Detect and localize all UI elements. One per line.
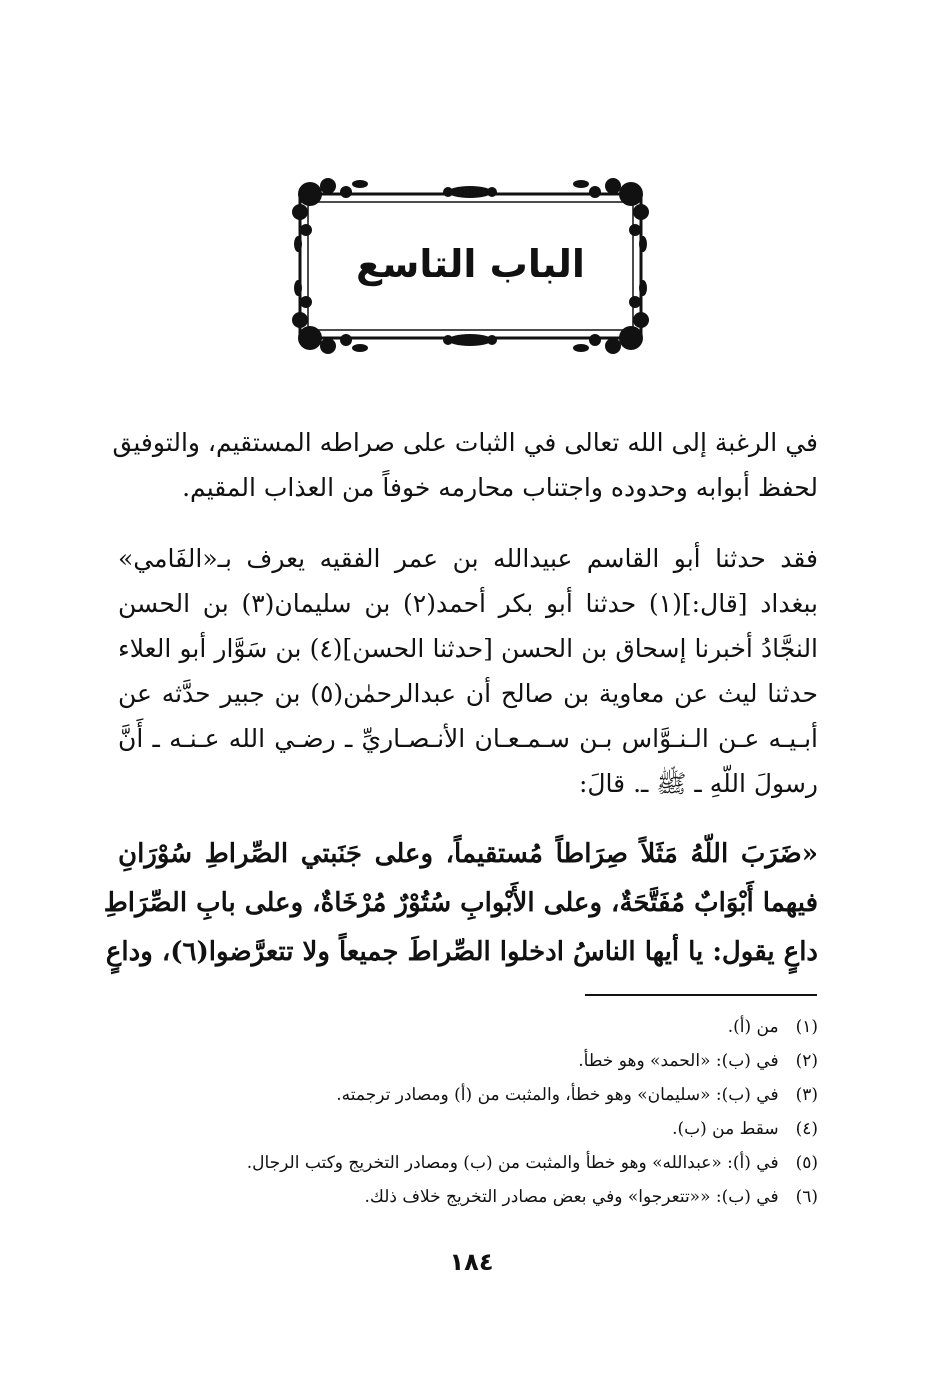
footnote-item [118,1112,818,1146]
footnote-item [118,1146,818,1180]
footnote-number: (١) [795,1017,818,1037]
footnote-text: سقط من (ب). [672,1119,779,1139]
text-line: «ضَرَبَ اللّهُ مَثَلاً صِرَاطاً مُستقيماً، وعلى جَنَبتي الصِّراطِ سُوْرَانِ [118,839,818,869]
text-line: ببغداد [قال:](١) حدثنا أبو بكر أحمد(٢) بن سليمان(٣) بن الحسن [118,589,819,618]
text-line: داعٍ يقول: يا أيها الناسُ ادخلوا الصِّراطَ جميعاً ولا تتعرَّضوا(٦)، وداعٍ [105,937,818,967]
footnote-text: في (ب): «سليمان» وهو خطأ، والمثبت من (أ) ومصادر ترجمته. [336,1085,779,1105]
text-line: النجَّادُ أخبرنا إسحاق بن الحسن [حدثنا الحسن](٤) بن سَوَّار أبو العلاء [118,634,819,663]
chapter-intro-paragraph [112,420,818,510]
footnote-item [118,1010,818,1044]
text-line: أبـيـه عـن الـنـوَّاس بـن سـمـعـان الأنـصـاريِّ ـ رضـي الله عـنـه ـ أَنَّ [118,724,818,753]
footnotes-list [118,1010,818,1214]
footnote-text: في (أ): «عبدالله» وهو خطأ والمثبت من (ب) ومصادر التخريج وكتب الرجال. [246,1153,779,1173]
footnote-number: (٢) [795,1051,818,1071]
footnote-text: في (ب): «الحمد» وهو خطأ. [578,1051,779,1071]
page-number: ١٨٤ [449,1248,494,1276]
hadith-text-paragraph [103,830,818,977]
text-line: رسولَ اللّهِ ـ ﷺ ـ. قالَ: [578,769,818,798]
footnote-divider [585,994,817,996]
text-line: فقد حدثنا أبو القاسم عبيدالله بن عمر الفقيه يعرف بـ«الفَامي» [118,544,818,573]
footnote-number: (٦) [795,1187,818,1207]
footnote-item [118,1180,818,1214]
footnote-item [118,1078,818,1112]
text-line: في الرغبة إلى الله تعالى في الثبات على صراطه المستقيم، والتوفيق [112,428,818,457]
footnote-item [118,1044,818,1078]
text-line: لحفظ أبوابه وحدوده واجتناب محارمه خوفاً من العذاب المقيم. [182,473,818,502]
footnote-number: (٣) [795,1085,818,1105]
footnote-number: (٥) [795,1153,818,1173]
text-line: فيهما أَبْوَابٌ مُفَتَّحَةٌ، وعلى الأَبْوابِ سُتُوْرٌ مُرْخَاةٌ، وعلى بابِ الصِّرَاطِ [103,888,818,918]
footnote-text: من (أ). [727,1017,779,1037]
isnad-paragraph [118,536,818,806]
chapter-title: الباب التاسع [356,242,585,286]
footnote-number: (٤) [795,1119,818,1139]
chapter-ornament-frame [288,172,653,360]
footnote-text: في (ب): ««تتعرجوا» وفي بعض مصادر التخريج خلاف ذلك. [364,1187,779,1207]
text-line: حدثنا ليث عن معاوية بن صالح أن عبدالرحمٰن(٥) بن جبير حدَّثه عن [118,679,818,708]
